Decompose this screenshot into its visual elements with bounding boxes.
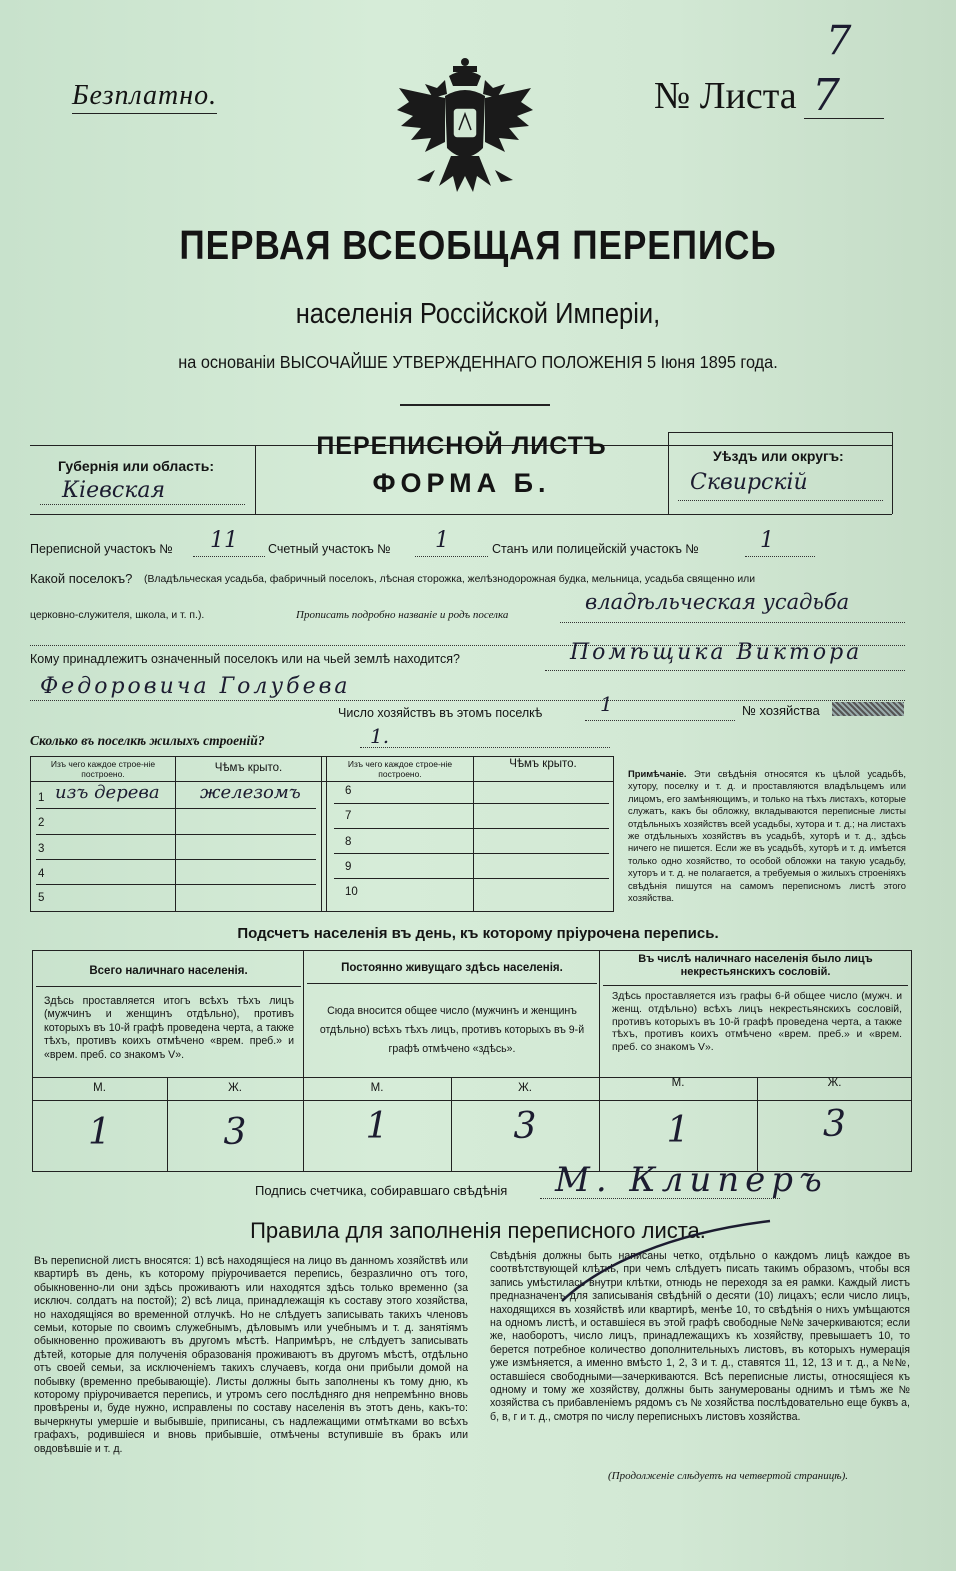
f-label: Ж. [228, 1082, 242, 1094]
province-value: Кіевская [62, 478, 166, 503]
stan-value: 1 [760, 528, 774, 553]
col-roof-right: Чѣмъ крыто. [509, 758, 577, 770]
m-label: М. [370, 1082, 384, 1094]
count-col1-title: Всего наличнаго населенія. [89, 965, 248, 977]
stan-label: Станъ или полицейскій участокъ № [492, 542, 699, 556]
imperial-eagle-emblem [395, 58, 535, 208]
rules-left-text: Въ переписной листъ вносятся: 1) всѣ находящіеся на лицо въ данномъ хозяйствѣ или квартирѣ въ день, къ которому пріурочивается перепись, безразлично отъ того, обыкновенно-ли они здѣсь проживаютъ или находятся здѣсь только временно (за исключ. солдатъ на постой); 2) всѣ лица, принадлежащія къ составу этого хозяйства, но находящіяся во временной отлучкѣ. Но не слѣдуетъ записывать такихъ членовъ семьи, которые по своимъ служебнымъ, дѣловымъ или учебнымъ и т. д. занятіямъ обыкновенно проживаютъ въ другомъ мѣстѣ. Напримѣръ, не слѣдуетъ записывать дѣтей, которые для полученія образованія проживаютъ въ другомъ мѣстѣ, отдѣльно отъ своей семьи, за исключеніемъ такихъ случаевъ, когда они прибыли домой на побывку (временно пребывающіе). Листы должны быть заполнены къ тому дню, къ которому пріурочивается перепись, и утромъ сего послѣдняго дня непремѣнно вновь провѣрены и, буде нужно, исправлены по составу населенія въ этотъ день, какъ-то: вычеркнуты умершіе и выбывшіе, приписаны, съ надлежащими отмѣтками во всѣхъ графахъ, родившіеся и вновь прибывшіе, отмѣчены вступившіе въ бракъ или овдовѣвшіе и т. д. [34, 1255, 468, 1455]
count-col1-text: Здѣсь проставляется итогъ всѣхъ тѣхъ лицъ (мужчинъ и женщинъ отдѣльно), противъ которыхъ въ 10-й графѣ проведена черта, а также тѣхъ, противъ коихъ отмѣчено «врем. преб.» и «врем. преб. со знакомъ V». [44, 995, 294, 1061]
permanent-female-value: 3 [513, 1106, 537, 1147]
f-label: Ж. [518, 1082, 532, 1094]
settlement-hint-2: церковно-служителя, школа, и т. п.). [30, 610, 205, 621]
f-label: Ж. [827, 1077, 842, 1089]
form-subtitle: ФОРМА Б. [372, 468, 551, 498]
total-female-value: 3 [223, 1112, 247, 1153]
basis-line: на основаніи ВЫСОЧАЙШЕ УТВЕРЖДЕННАГО ПОЛОЖЕНІЯ 5 Іюня 1895 года. [178, 352, 778, 372]
building-row-number: 4 [38, 868, 45, 880]
settlement-value: владѣльческая усадьба [585, 590, 850, 614]
building-row-number: 9 [345, 861, 352, 873]
count-heading: Подсчетъ населенія въ день, къ которому пріурочена перепись. [237, 925, 719, 942]
building-row-number: 7 [345, 810, 352, 822]
rules-continued: (Продолженіе слѣдуетъ на четвертой страницѣ). [608, 1470, 848, 1482]
col-material-right: Изъ чего каждое строе-ніе построено. [347, 759, 453, 779]
count-col2-text: Сюда вносится общее число (мужчинъ и женщинъ отдѣльно) всѣхъ тѣхъ лицъ, противъ которыхъ въ 9-й графѣ отмѣчено «здѣсь». [319, 1005, 585, 1055]
households-label: Число хозяйствъ въ этомъ поселкѣ [338, 706, 543, 720]
note-block [628, 768, 906, 904]
households-value: 1 [600, 692, 613, 716]
household-no-label: № хозяйства [742, 703, 820, 718]
count-col3-text: Здѣсь проставляется изъ графы 6-й общее число (мужч. и женщ. отдѣльно) всѣхъ лицъ некрестьянскихъ сословій, противъ которыхъ въ 10-й графѣ проведена черта, а также тѣхъ, противъ коихъ отмѣчено «врем. преб.» и «врем. преб. со знакомъ V». [612, 991, 902, 1054]
nonpeasant-female-value: 3 [823, 1104, 846, 1145]
settlement-label: Какой поселокъ? [30, 571, 133, 586]
sheet-number-value: 7 [812, 70, 840, 121]
main-title: ПЕРВАЯ ВСЕОБЩАЯ ПЕРЕПИСЬ [179, 222, 777, 268]
free-label: Безплатно. [72, 80, 217, 114]
rules-right-text: Свѣдѣнія должны быть написаны четко, отдѣльно о каждомъ лицѣ каждое въ соотвѣтствующей клѣткѣ, при чемъ слѣдуетъ писать такимъ образомъ, чтобы вся запись умѣстилась внутри клѣтки, отнюдь не переходя за ея рамки. Каждый листъ предназначенъ для записыванія свѣдѣній о десяти (10) лицахъ; если число лицъ, находящихся въ хозяйствѣ или квартирѣ, менѣе 10, то свѣдѣнія о нихъ умѣщаются на одномъ листѣ, и оставшіеся въ этой графѣ свободные №№ зачеркиваются; если же, наоборотъ, число лицъ, принадлежащихъ къ хозяйству, превышаетъ 10, то берется потребное количество дополнительныхъ листовъ, въ которыхъ нумерація уже измѣняется, а именно вмѣсто 1, 2, 3 и т. д., ставятся 11, 12, 13 и т. д., а №№, оставшіеся свободными—зачеркиваются. Всѣ переписные листы, относящіеся къ одному и тому же хозяйству, должны быть занумерованы однимъ и тѣмъ же № хозяйства съ прибавленіемъ рядомъ съ № хозяйства послѣдовательно еще буквъ а, б, в, г и т. д., смотря по числу переписныхъ листовъ хозяйства. [490, 1250, 910, 1423]
building-row-material: изъ дерева [55, 782, 160, 803]
m-label: М. [93, 1082, 106, 1094]
census-district-label: Переписной участокъ № [30, 542, 173, 556]
signature-value: М. Клиперъ [555, 1160, 828, 1200]
sheet-number-corner: 7 [826, 18, 852, 64]
total-male-value: 1 [88, 1112, 111, 1153]
buildings-label: Сколько въ поселкѣ жилыхъ строеній? [30, 733, 265, 748]
sheet-number-label: № Листа [654, 75, 797, 117]
household-no-value [832, 702, 904, 716]
owner-value-1: Помѣщика Виктора [570, 640, 863, 665]
pen-stroke-mark [560, 1215, 790, 1305]
building-row-number: 8 [345, 836, 352, 848]
building-row-number: 2 [38, 817, 45, 829]
district-label: Уѣздъ или округъ: [713, 448, 844, 464]
building-row-number: 6 [345, 785, 352, 797]
district-value: Сквирскій [690, 470, 808, 495]
counting-district-label: Счетный участокъ № [268, 542, 391, 556]
building-row-roof: железомъ [200, 782, 301, 803]
building-row-number: 10 [345, 886, 358, 898]
rules-title: Правила для заполненія переписного листа. [250, 1218, 706, 1243]
buildings-value: 1. [370, 724, 390, 748]
counting-district-value: 1 [435, 528, 449, 553]
col-roof-left: Чѣмъ крыто. [214, 762, 283, 774]
count-col3-title: Въ числѣ наличнаго населенія было лицъ некрестьянскихъ сословій. [638, 953, 873, 978]
permanent-male-value: 1 [365, 1106, 389, 1147]
count-col2-title: Постоянно живущаго здѣсь населенія. [341, 962, 563, 974]
owner-value-2: Федоровича Голубева [40, 674, 351, 699]
m-label: М. [671, 1077, 685, 1089]
owner-label: Кому принадлежитъ означенный поселокъ или на чьей землѣ находится? [30, 652, 461, 666]
province-label: Губернія или область: [58, 458, 215, 474]
census-district-value: 11 [210, 528, 238, 553]
note-text: Эти свѣдѣнія относятся къ цѣлой усадьбѣ, хутору, поселку и т. д. и проставляются владѣльцемъ или лицомъ, его замѣняющимъ, и только на тѣхъ листахъ, которые служатъ, какъ бы обложку, вкладываются переписные листы отдѣльныхъ хозяйствъ всей усадьбы, хутора и т. д.; на листахъ же отдѣльныхъ хозяйствъ въ усадьбѣ, хуторѣ и т. д., здѣсь ничего не пишется. Если же въ усадьбѣ, хуторѣ и т. д. имѣется только одно хозяйство, то особой обложки на такую усадьбу, хуторъ и т. д. не полагается, а требуемыя о жилыхъ строеніяхъ свѣдѣнія пишутся на самомъ переписномъ листѣ этого хозяйства. [628, 768, 907, 904]
note-label: Примѣчаніе. [628, 768, 687, 779]
nonpeasant-male-value: 1 [666, 1110, 690, 1151]
sub-title: населенія Россійской Имперіи, [295, 298, 661, 330]
col-material-left: Изъ чего каждое строе-ніе построено. [50, 759, 156, 779]
signature-label: Подпись счетчика, собиравшаго свѣдѣнія [255, 1183, 508, 1198]
building-row-number: 1 [38, 792, 45, 804]
form-title: ПЕРЕПИСНОЙ ЛИСТЪ [316, 432, 607, 460]
building-row-number: 3 [38, 843, 45, 855]
settlement-hint-1: (Владѣльческая усадьба, фабричный поселокъ, лѣсная сторожка, желѣзнодорожная будка, мельница, усадьба священно или [144, 574, 756, 585]
settlement-hint-3: Прописать подробно названіе и родъ поселка [296, 609, 509, 621]
building-row-number: 5 [38, 892, 45, 904]
